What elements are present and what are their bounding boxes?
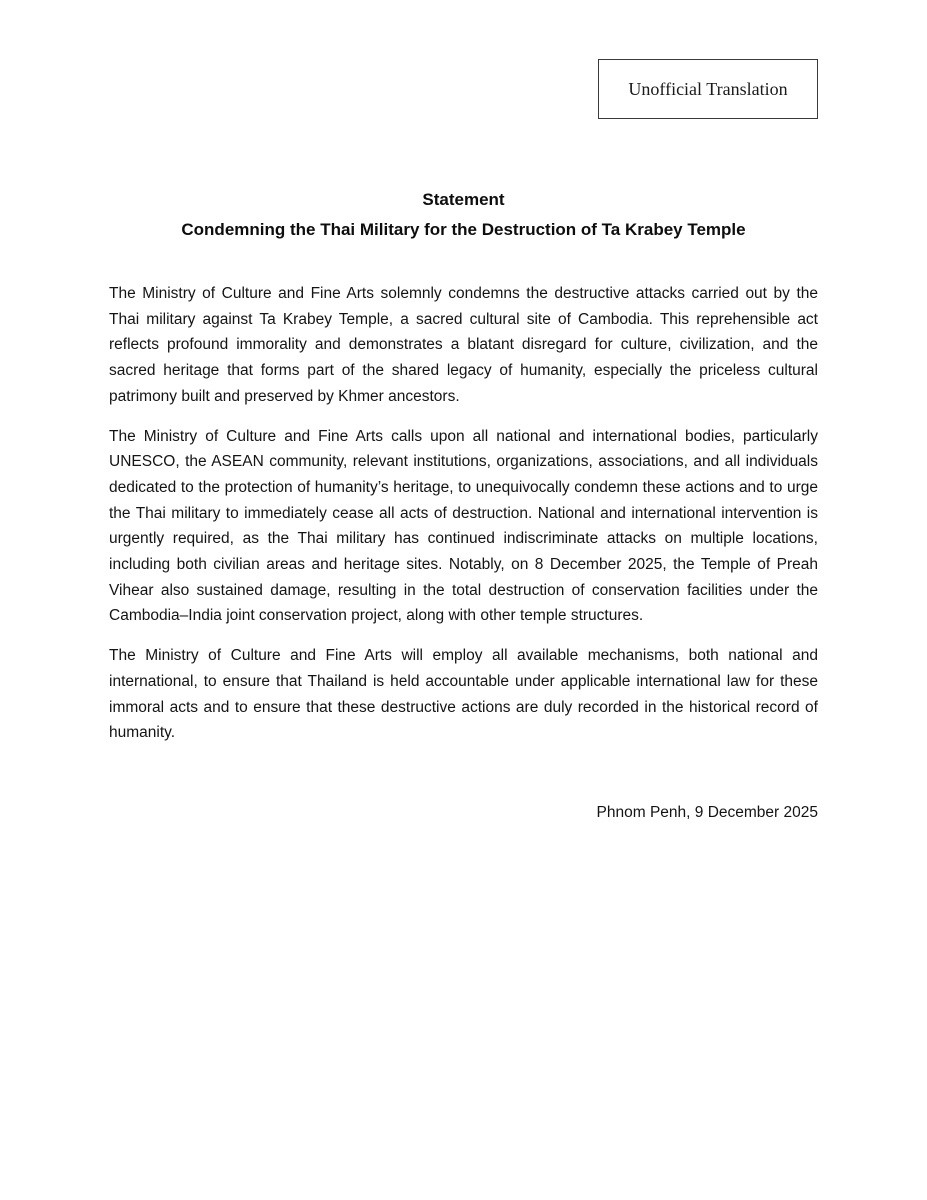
unofficial-translation-box xyxy=(598,59,818,119)
paragraph-2: The Ministry of Culture and Fine Arts calls upon all national and international bodies, particularly UNESCO, the ASEAN community, relevant institutions, organizations, associations, and all individuals dedicated to the protection of humanity’s heritage, to unequivocally condemn these actions and to urge the Thai military to immediately cease all acts of destruction. National and international intervention is urgently required, as the Thai military has continued indiscriminate attacks on multiple locations, including both civilian areas and heritage sites. Notably, on 8 December 2025, the Temple of Preah Vihear also sustained damage, resulting in the total destruction of conservation facilities under the Cambodia–India joint conservation project, along with other temple structures. xyxy=(109,427,818,625)
unofficial-translation-label: Unofficial Translation xyxy=(628,78,788,99)
paragraph-1: The Ministry of Culture and Fine Arts solemnly condemns the destructive attacks carried out by the Thai military against Ta Krabey Temple, a sacred cultural site of Cambodia. This reprehensible act reflects profound immorality and demonstrates a blatant disregard for culture, civilization, and the sacred heritage that forms part of the shared legacy of humanity, especially the priceless cultural patrimony built and preserved by Khmer ancestors. xyxy=(109,285,818,405)
statement-body xyxy=(109,281,818,746)
title-block xyxy=(109,185,818,245)
statement-subtitle: Condemning the Thai Military for the Destruction of Ta Krabey Temple xyxy=(181,220,746,239)
statement-title: Statement xyxy=(422,190,505,209)
dateline: Phnom Penh, 9 December 2025 xyxy=(596,803,818,821)
paragraph-3: The Ministry of Culture and Fine Arts will employ all available mechanisms, both national and international, to ensure that Thailand is held accountable under applicable international law for these immoral acts and to ensure that these destructive actions are duly recorded in the historical record of humanity. xyxy=(109,647,818,742)
